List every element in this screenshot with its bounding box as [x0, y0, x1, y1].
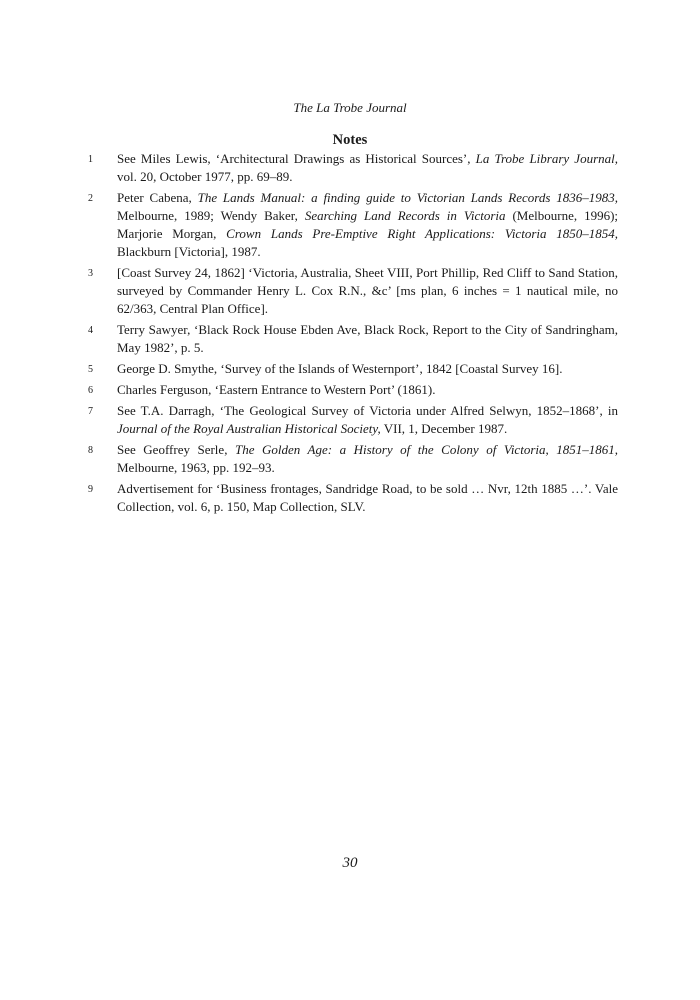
page-number: 30 — [342, 855, 358, 871]
footnote-9 — [88, 480, 618, 516]
footnote-text — [117, 481, 618, 514]
footnote-text-run: Terry Sawyer, ‘Black Rock House Ebden Ave, Black Rock, Report to the City of Sandringham, May 1982’, p. 5. — [117, 322, 618, 355]
footnote-text-run: VII, 1, December 1987. — [380, 421, 508, 436]
footnote-number: 2 — [88, 193, 93, 204]
footnote-number: 1 — [88, 154, 93, 165]
footnote-text — [117, 382, 435, 397]
footnote-text — [117, 403, 618, 436]
footnote-text-run: [Coast Survey 24, 1862] ‘Victoria, Australia, Sheet VIII, Port Phillip, Red Cliff to Sand Station, surveyed by Commander Henry L. Cox R.N., &c’ [ms plan, 6 inches = 1 nautical mile, no 62/363, Central Plan Office]. — [117, 265, 618, 316]
footnote-1 — [88, 150, 618, 186]
footnote-number: 9 — [88, 484, 93, 495]
footnote-5 — [88, 360, 618, 378]
footnote-text — [117, 322, 618, 355]
footnote-3 — [88, 264, 618, 318]
footnote-4 — [88, 321, 618, 357]
footnote-italic-title: The Lands Manual: a finding guide to Victorian Lands Records 1836–1983, — [197, 190, 618, 205]
notes-heading: Notes — [332, 132, 368, 148]
footnote-italic-title: The Golden Age: a History of the Colony of Victoria, 1851–1861, — [234, 442, 618, 457]
footnote-text — [117, 442, 618, 475]
footnote-text-run: (Melbourne, 1996); Marjorie Morgan, — [117, 208, 619, 241]
footnote-6 — [88, 381, 618, 399]
footnote-text — [117, 361, 562, 376]
footnote-number: 3 — [88, 268, 93, 279]
footnote-number: 5 — [88, 364, 93, 375]
footnote-italic-title: Searching Land Records in Victoria — [304, 208, 506, 223]
running-head: The La Trobe Journal — [293, 100, 407, 115]
footnote-number: 7 — [88, 406, 93, 417]
notes-list — [88, 150, 618, 519]
footnote-text-run: Advertisement for ‘Business frontages, Sandridge Road, to be sold … Nvr, 12th 1885 …’. Vale Collection, vol. 6, p. 150, Map Collection, SLV. — [117, 481, 618, 514]
footnote-text-run: Melbourne, 1989; Wendy Baker, — [117, 208, 305, 223]
footnote-text — [117, 151, 618, 184]
footnote-italic-title: La Trobe Library Journal, — [475, 151, 618, 166]
footnote-text-run: See Geoffrey Serle, — [117, 442, 235, 457]
footnote-2 — [88, 189, 618, 261]
footnote-text — [117, 190, 618, 259]
footnote-text — [117, 265, 618, 316]
footnote-italic-title: Crown Lands Pre-Emptive Right Applications: Victoria 1850–1854, — [226, 226, 618, 241]
footnote-italic-title: Journal of the Royal Australian Historical Society, — [117, 421, 381, 436]
footnote-text-run: See T.A. Darragh, ‘The Geological Survey of Victoria under Alfred Selwyn, 1852–1868’, in — [117, 403, 618, 418]
footnote-number: 6 — [88, 385, 93, 396]
footnote-text-run: See Miles Lewis, ‘Architectural Drawings as Historical Sources’, — [117, 151, 476, 166]
footnote-7 — [88, 402, 618, 438]
footnote-8 — [88, 441, 618, 477]
footnote-text-run: vol. 20, October 1977, pp. 69–89. — [117, 169, 293, 184]
footnote-text-run: Peter Cabena, — [117, 190, 198, 205]
footnote-number: 4 — [88, 325, 93, 336]
footnote-number: 8 — [88, 445, 93, 456]
footnote-text-run: George D. Smythe, ‘Survey of the Islands of Westernport’, 1842 [Coastal Survey 16]. — [117, 361, 563, 376]
footnote-text-run: Charles Ferguson, ‘Eastern Entrance to Western Port’ (1861). — [117, 382, 436, 397]
footnote-text-run: Melbourne, 1963, pp. 192–93. — [117, 460, 275, 475]
footnote-text-run: Blackburn [Victoria], 1987. — [117, 244, 261, 259]
